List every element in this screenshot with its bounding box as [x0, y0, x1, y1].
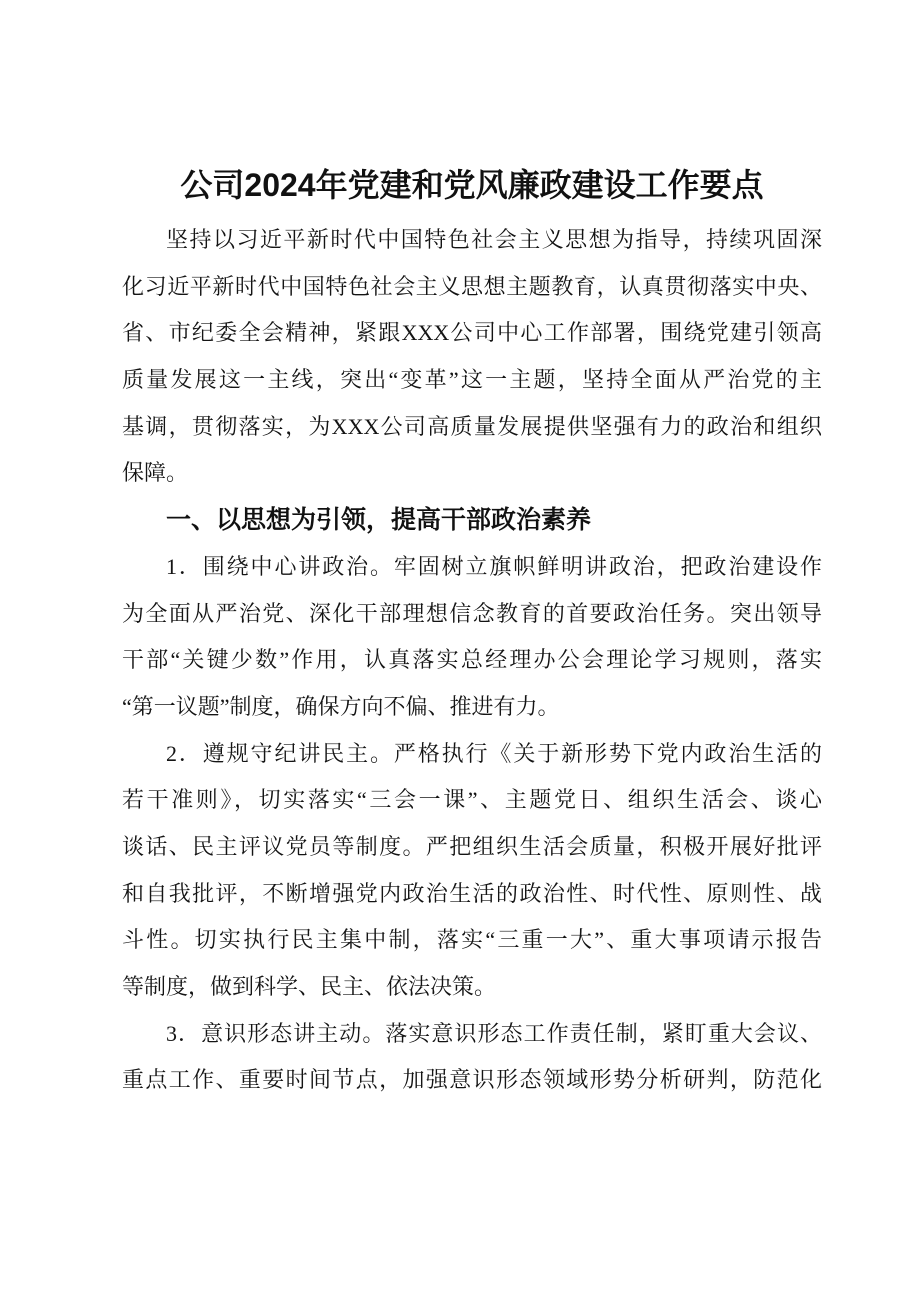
text-line: 谈话、民主评议党员等制度。严把组织生活会质量，积极开展好批评 — [122, 833, 822, 859]
text-line: 化习近平新时代中国特色社会主义思想主题教育，认真贯彻落实中央、 — [122, 273, 822, 299]
text-line: 基调，贯彻落实，为XXX公司高质量发展提供坚强有力的政治和组织 — [122, 413, 822, 439]
text-line: 斗性。切实执行民主集中制，落实“三重一大”、重大事项请示报告 — [122, 927, 822, 953]
text-line: 为全面从严治党、深化干部理想信念教育的首要政治任务。突出领导 — [122, 600, 822, 626]
text-line: 1．围绕中心讲政治。牢固树立旗帜鲜明讲政治，把政治建设作 — [166, 553, 822, 579]
text-line: 坚持以习近平新时代中国特色社会主义思想为指导，持续巩固深 — [166, 227, 822, 252]
text-line: 重点工作、重要时间节点，加强意识形态领域形势分析研判，防范化 — [122, 1067, 822, 1093]
text-line: 等制度，做到科学、民主、依法决策。 — [122, 974, 497, 999]
text-line: 保障。 — [122, 460, 189, 486]
text-line: 质量发展这一主线，突出“变革”这一主题，坚持全面从严治党的主 — [122, 367, 822, 393]
intro-paragraph — [122, 217, 822, 497]
document-title: 公司2024年党建和党风廉政建设工作要点 — [180, 167, 764, 203]
item-2-paragraph — [122, 731, 822, 1011]
text-line: 2．遵规守纪讲民主。严格执行《关于新形势下党内政治生活的 — [166, 740, 822, 766]
text-line: 若干准则》，切实落实“三会一课”、主题党日、组织生活会、谈心 — [122, 787, 822, 813]
text-line: 和自我批评，不断增强党内政治生活的政治性、时代性、原则性、战 — [122, 880, 822, 906]
text-line: 3．意识形态讲主动。落实意识形态工作责任制，紧盯重大会议、 — [166, 1020, 822, 1046]
item-3-paragraph — [122, 1011, 822, 1104]
section-1-heading: 一、以思想为引领，提高干部政治素养 — [166, 506, 592, 535]
text-line: “第一议题”制度，确保方向不偏、推进有力。 — [122, 693, 560, 719]
item-1-paragraph — [122, 544, 822, 731]
text-line: 省、市纪委全会精神，紧跟XXX公司中心工作部署，围绕党建引领高 — [122, 320, 822, 346]
text-line: 干部“关键少数”作用，认真落实总经理办公会理论学习规则，落实 — [122, 647, 822, 673]
document-body — [122, 217, 822, 1104]
